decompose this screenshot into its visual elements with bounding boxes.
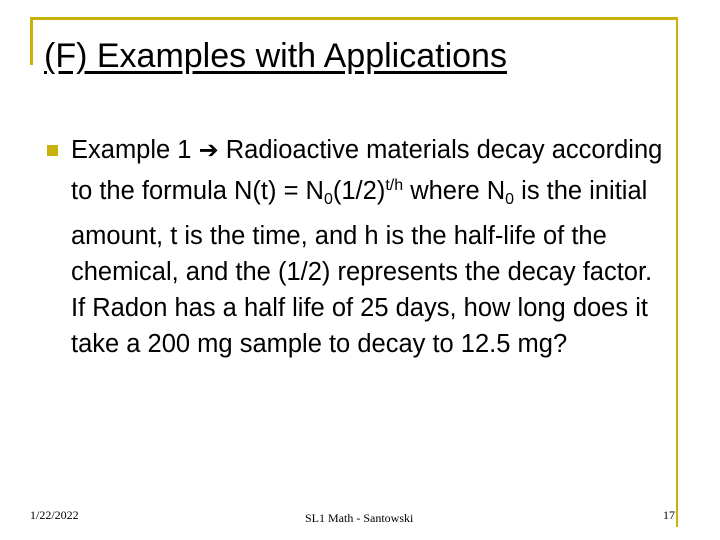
superscript-exponent: t/h [385, 177, 404, 194]
formula-base: (1/2) [332, 177, 386, 205]
page-number: 17 [663, 508, 675, 522]
frame-top-line [30, 17, 678, 20]
bullet-where: where N [403, 177, 506, 205]
bullet-formula-intro: Radioactive materials decay according to the formula N(t) = N [71, 136, 663, 205]
footer-author: SL1 Math - Santowski [305, 511, 414, 525]
bullet-text [71, 132, 671, 362]
frame-left-line [30, 17, 33, 65]
frame-right-line [676, 17, 678, 527]
square-bullet-icon [47, 145, 58, 156]
right-arrow-icon: ➔ [198, 136, 219, 164]
footer-date: 1/22/2022 [30, 508, 79, 522]
slide-title: (F) Examples with Applications [44, 37, 507, 75]
bullet-rest: is the initial amount, t is the time, and h is the half-life of the chemical, and the (1/2) represents the decay factor. If Radon has a half life of 25 days, how long does it take a 200 mg sample to decay to 12.5 mg? [71, 177, 653, 358]
subscript-zero-2: 0 [505, 191, 515, 208]
bullet-lead: Example 1 [71, 136, 199, 164]
subscript-zero: 0 [323, 191, 333, 208]
